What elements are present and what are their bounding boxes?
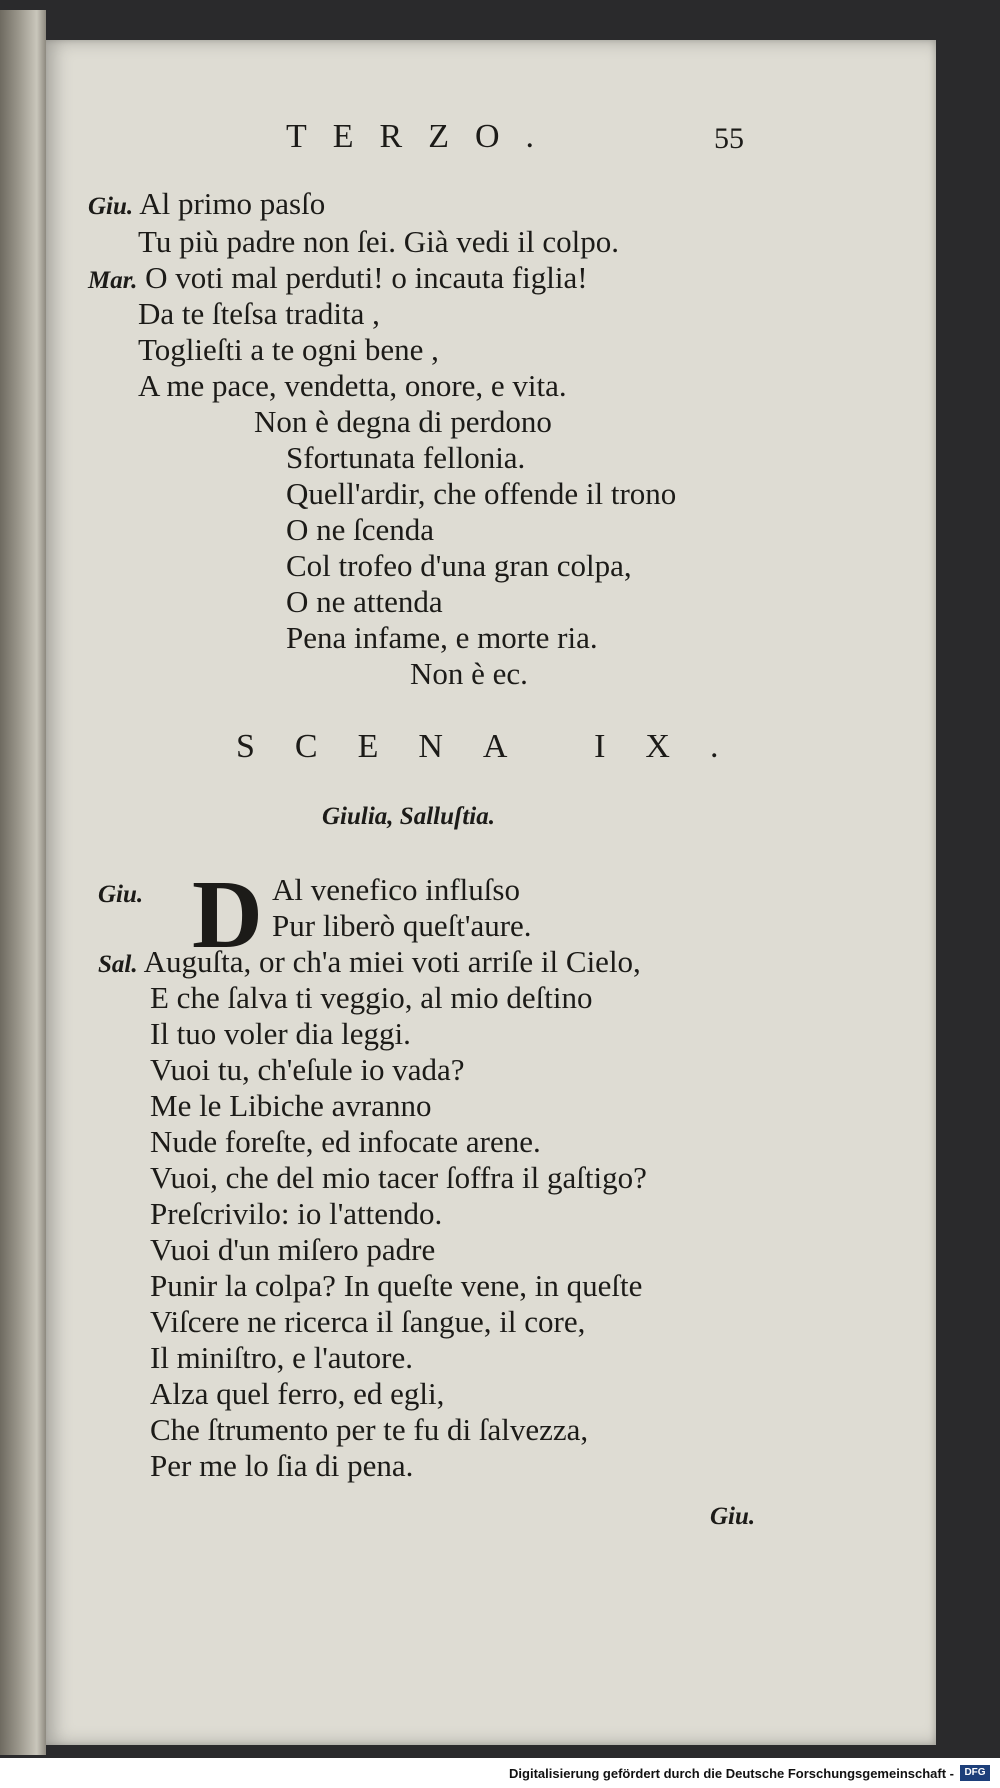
verse-line — [98, 876, 143, 907]
dfg-logo-icon: DFG — [960, 1765, 990, 1781]
digitization-footer — [0, 1758, 1000, 1788]
verse-line: Il tuo voler dia leggi. — [150, 1016, 411, 1051]
scene-title: SCENA IX. — [236, 728, 759, 765]
page-text — [46, 40, 936, 1745]
verse-line: Me le Libiche avranno — [150, 1088, 432, 1123]
verse-line: Vuoi tu, ch'eſule io vada? — [150, 1052, 465, 1087]
verse-line — [98, 946, 641, 977]
verse-line — [88, 262, 588, 293]
verse-text: Al primo pasſo — [139, 186, 326, 221]
verse-line: Viſcere ne ricerca il ſangue, il core, — [150, 1304, 586, 1339]
speaker-label: Sal. — [98, 951, 138, 978]
verse-line: Il miniſtro, e l'autore. — [150, 1340, 413, 1375]
book-page — [46, 40, 936, 1745]
verse-line: Non è ec. — [410, 656, 528, 691]
verse-line: E che ſalva ti veggio, al mio deſtino — [150, 980, 593, 1015]
verse-line: Quell'ardir, che offende il trono — [286, 476, 677, 511]
speaker-label: Giu. — [88, 193, 134, 220]
verse-line: Che ſtrumento per te fu di ſalvezza, — [150, 1412, 589, 1447]
running-title: TERZO. — [286, 118, 561, 155]
page-number: 55 — [714, 122, 744, 155]
catchword: Giu. — [710, 1503, 756, 1530]
drop-cap: D — [192, 861, 263, 969]
verse-line: Pur liberò queſt'aure. — [272, 908, 532, 943]
speaker-label: Mar. — [88, 267, 138, 294]
verse-line: A me pace, vendetta, onore, e vita. — [138, 368, 567, 403]
verse-line: Tu più padre non ſei. Già vedi il colpo. — [138, 224, 620, 259]
verse-line: O ne attenda — [286, 584, 443, 619]
verse-line: Vuoi, che del mio tacer ſoffra il gaſtigo? — [150, 1160, 647, 1195]
verse-line: Al venefico influſso — [272, 872, 520, 907]
speaker-label: Giu. — [98, 881, 144, 908]
verse-line: Alza quel ferro, ed egli, — [150, 1376, 445, 1411]
verse-line: Sfortunata fellonia. — [286, 440, 526, 475]
verse-line: Punir la colpa? In queſte vene, in queſte — [150, 1268, 643, 1303]
verse-line: Col trofeo d'una gran colpa, — [286, 548, 632, 583]
footer-credit: Digitalisierung gefördert durch die Deutsche Forschungsgemeinschaft - — [509, 1766, 954, 1781]
verse-text: O voti mal perduti! o incauta figlia! — [145, 260, 588, 295]
facing-page-edge — [0, 10, 46, 1755]
verse-line: Non è degna di perdono — [254, 404, 552, 439]
verse-line: Nude foreſte, ed infocate arene. — [150, 1124, 541, 1159]
verse-text: Auguſta, or ch'a miei voti arriſe il Cielo, — [143, 944, 641, 979]
verse-line: Pena infame, e morte ria. — [286, 620, 598, 655]
verse-line: Per me lo ſia di pena. — [150, 1448, 414, 1483]
verse-line — [88, 188, 325, 219]
verse-line: Da te ſteſsa tradita , — [138, 296, 380, 331]
verse-line: Preſcrivilo: io l'attendo. — [150, 1196, 443, 1231]
verse-line: Toglieſti a te ogni bene , — [138, 332, 439, 367]
verse-line: Vuoi d'un miſero padre — [150, 1232, 436, 1267]
verse-line: O ne ſcenda — [286, 512, 435, 547]
scene-characters: Giulia, Salluſtia. — [322, 803, 495, 830]
